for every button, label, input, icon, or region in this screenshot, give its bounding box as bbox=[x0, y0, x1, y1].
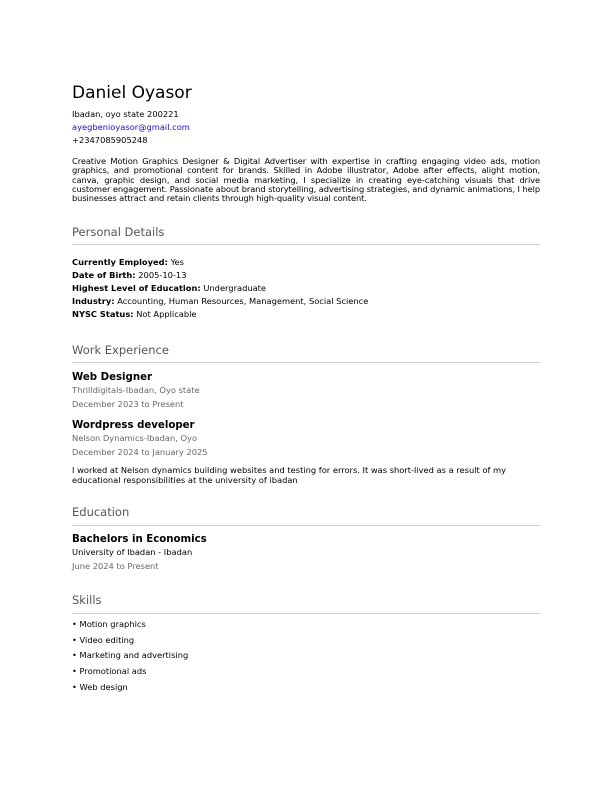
job-title: Web Designer bbox=[72, 372, 153, 383]
skills-list bbox=[72, 617, 540, 696]
divider bbox=[72, 613, 540, 614]
job-description: I worked at Nelson dynamics building websites and testing for errors. It was short-lived as a result of my educational responsibilities at the university of ibadan bbox=[72, 465, 507, 485]
degree: Bachelors in Economics bbox=[72, 534, 207, 545]
school: University of Ibadan - Ibadan bbox=[72, 547, 193, 557]
job-dates: December 2023 to Present bbox=[72, 398, 184, 409]
candidate-name: Daniel Oyasor bbox=[72, 83, 192, 103]
section-heading-skills: Skills bbox=[72, 593, 102, 607]
detail-row: Industry: Accounting, Human Resources, Management, Social Science bbox=[72, 296, 369, 306]
education-dates: June 2024 to Present bbox=[72, 560, 159, 571]
job-dates: December 2024 to January 2025 bbox=[72, 446, 208, 457]
skill-item: • Video editing bbox=[72, 634, 135, 645]
divider bbox=[72, 362, 540, 363]
detail-row: Date of Birth: 2005-10-13 bbox=[72, 270, 187, 280]
personal-details bbox=[72, 256, 540, 321]
skill-item: • Motion graphics bbox=[72, 619, 146, 629]
job-company: Nelson Dynamics-Ibadan, Oyo bbox=[72, 433, 198, 443]
detail-row: NYSC Status: Not Applicable bbox=[72, 309, 197, 319]
phone: +2347085905248 bbox=[72, 135, 148, 145]
email-link[interactable]: ayegbenioyasor@gmail.com bbox=[72, 122, 190, 132]
job-title: Wordpress developer bbox=[72, 420, 195, 431]
contact-block bbox=[72, 108, 540, 147]
job-company: Thrilldigitals-Ibadan, Oyo state bbox=[72, 385, 200, 395]
divider bbox=[72, 525, 540, 526]
skill-item: • Web design bbox=[72, 681, 128, 692]
education-entry bbox=[72, 533, 540, 573]
summary: Creative Motion Graphics Designer & Digital Advertiser with expertise in crafting engaging video ads, motion graphics, and promotional content for brands. Skilled in Adobe illustrator, Adobe after effects, alight motion, canva, graphic design, and social media marketing, I specialize in creating eye-catching visuals that drive customer engagement. Passionate about brand storytelling, advertising strategies, and dynamic animations, I help businesses attract and retain clients through high-quality visual content. bbox=[72, 156, 540, 204]
skill-item: • Promotional ads bbox=[72, 666, 147, 677]
skill-item: • Marketing and advertising bbox=[72, 650, 189, 661]
section-heading-personal: Personal Details bbox=[72, 225, 165, 239]
job-entry bbox=[72, 419, 540, 485]
detail-row: Currently Employed: Yes bbox=[72, 257, 184, 267]
job-entry bbox=[72, 371, 540, 411]
section-heading-work: Work Experience bbox=[72, 343, 169, 357]
detail-row: Highest Level of Education: Undergraduate bbox=[72, 283, 267, 293]
divider bbox=[72, 244, 540, 245]
section-heading-education: Education bbox=[72, 505, 130, 519]
address: Ibadan, oyo state 200221 bbox=[72, 109, 179, 119]
